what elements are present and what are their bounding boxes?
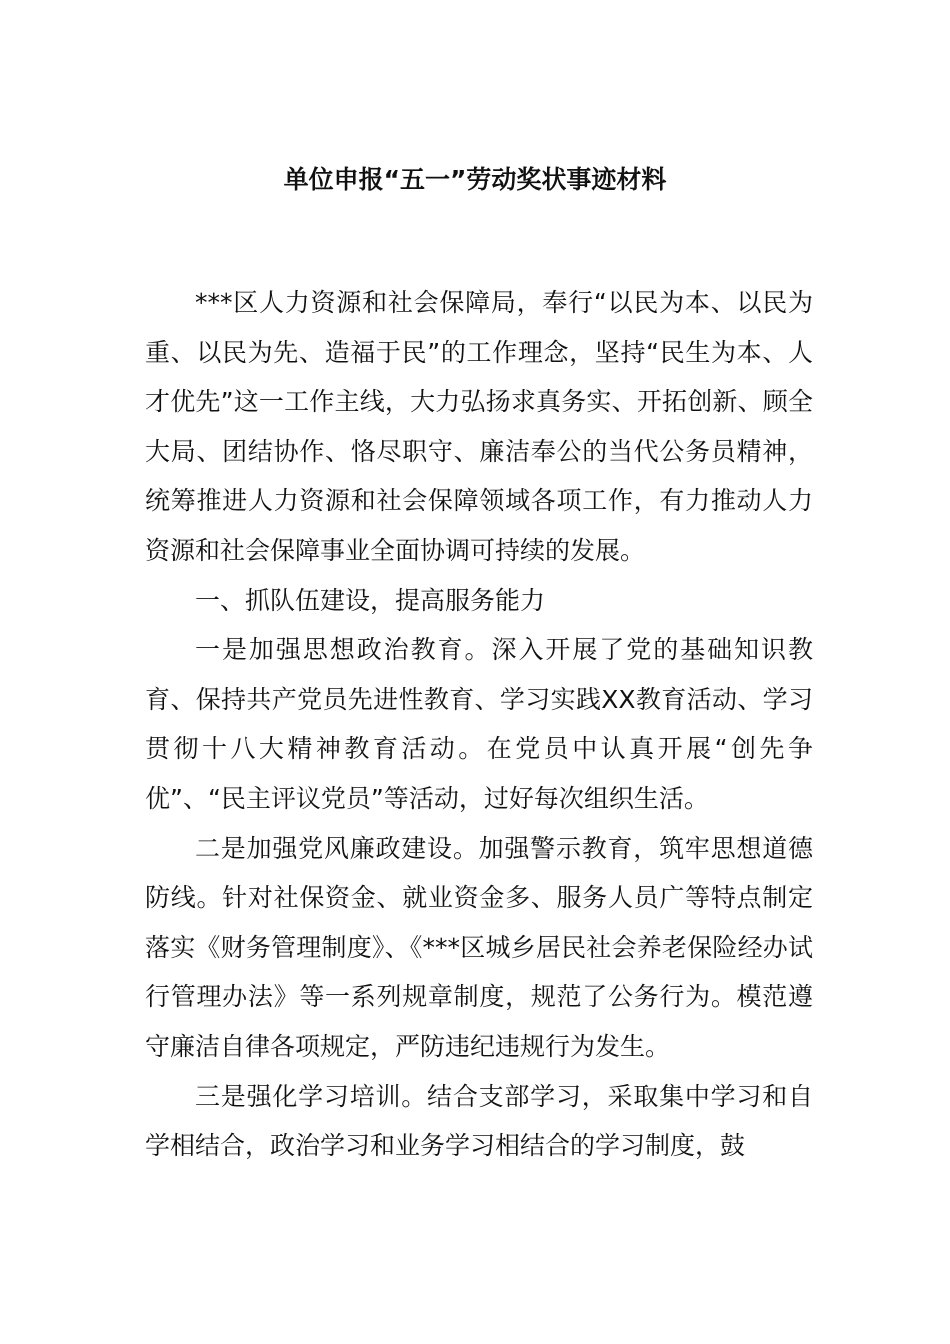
paragraph-study-training: 三是强化学习培训。结合支部学习，采取集中学习和自学相结合，政治学习和业务学习相结合的学习制度，鼓 [145,1081,813,1161]
document-body [145,278,813,1171]
paragraph-political-education: 一是加强思想政治教育。深入开展了党的基础知识教育、保持共产党员先进性教育、学习实践XX教育活动、学习贯彻十八大精神教育活动。在党员中认真开展“创先争优”、“民主评议党员”等活动，过好每次组织生活。 [145,635,813,813]
section-heading-1: 一、抓队伍建设，提高服务能力 [195,585,546,615]
paragraph-integrity-building: 二是加强党风廉政建设。加强警示教育，筑牢思想道德防线。针对社保资金、就业资金多、服务人员广等特点制定落实《财务管理制度》、《***区城乡居民社会养老保险经办试行管理办法》等一系列规章制度，规范了公务行为。模范遵守廉洁自律各项规定，严防违纪违规行为发生。 [145,833,813,1061]
document-title: 单位申报“五一”劳动奖状事迹材料 [283,165,667,194]
paragraph-intro: ***区人力资源和社会保障局，奉行“以民为本、以民为重、以民为先、造福于民”的工作理念，坚持“民生为本、人才优先”这一工作主线，大力弘扬求真务实、开拓创新、顾全大局、团结协作、恪尽职守、廉洁奉公的当代公务员精神，统筹推进人力资源和社会保障领域各项工作，有力推动人力资源和社会保障事业全面协调可持续的发展。 [145,288,813,565]
